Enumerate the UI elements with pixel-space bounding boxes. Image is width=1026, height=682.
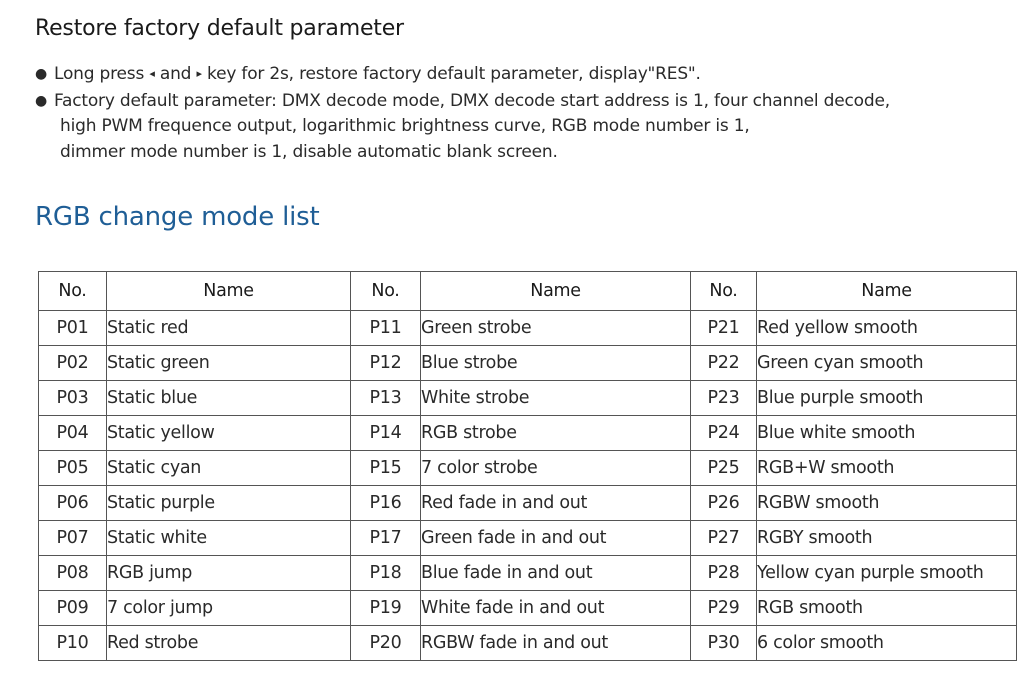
mode-number-cell: P22 [691,346,757,381]
bullet-text: Factory default parameter: DMX decode mode, DMX decode start address is 1, four channel decode, [54,90,890,111]
bullet-continuation: high PWM frequence output, logarithmic brightness curve, RGB mode number is 1, [60,116,750,136]
mode-name-cell: Red strobe [107,626,351,661]
mode-number-cell: P16 [351,486,421,521]
mode-number-cell: P02 [39,346,107,381]
bullet-dot-icon: ● [35,92,48,109]
mode-name-cell: Green cyan smooth [757,346,1017,381]
mode-number-cell: P09 [39,591,107,626]
mode-number-cell: P18 [351,556,421,591]
mode-name-cell: Red fade in and out [421,486,691,521]
mode-name-cell: Static blue [107,381,351,416]
mode-name-cell: Static cyan [107,451,351,486]
table-row [39,521,1017,556]
mode-name-cell: RGB strobe [421,416,691,451]
table-row [39,591,1017,626]
mode-name-cell: White fade in and out [421,591,691,626]
mode-name-cell: Red yellow smooth [757,311,1017,346]
table-row [39,381,1017,416]
mode-name-cell: RGBW smooth [757,486,1017,521]
mode-number-cell: P11 [351,311,421,346]
table-row [39,416,1017,451]
bullet-part: and [159,64,192,84]
mode-name-cell: Static yellow [107,416,351,451]
mode-name-cell: Static purple [107,486,351,521]
column-header-name: Name [757,272,1017,311]
mode-number-cell: P10 [39,626,107,661]
mode-name-cell: RGBW fade in and out [421,626,691,661]
mode-number-cell: P17 [351,521,421,556]
bullet-list [35,62,1015,165]
mode-number-cell: P04 [39,416,107,451]
mode-name-cell: 6 color smooth [757,626,1017,661]
table-row [39,626,1017,661]
mode-name-cell: RGB+W smooth [757,451,1017,486]
rgb-mode-table [38,271,1017,661]
mode-number-cell: P12 [351,346,421,381]
mode-number-cell: P21 [691,311,757,346]
mode-name-cell: White strobe [421,381,691,416]
mode-name-cell: Blue fade in and out [421,556,691,591]
bullet-part: Long press [54,64,145,84]
mode-name-cell: Blue strobe [421,346,691,381]
mode-number-cell: P30 [691,626,757,661]
mode-number-cell: P01 [39,311,107,346]
bullet-long-press [35,62,1015,89]
mode-number-cell: P25 [691,451,757,486]
mode-name-cell: RGBY smooth [757,521,1017,556]
mode-name-cell: RGB smooth [757,591,1017,626]
mode-name-cell: Static red [107,311,351,346]
mode-number-cell: P13 [351,381,421,416]
mode-name-cell: Blue purple smooth [757,381,1017,416]
table-row [39,486,1017,521]
bullet-dot-icon: ● [35,66,48,82]
mode-number-cell: P27 [691,521,757,556]
mode-name-cell: 7 color jump [107,591,351,626]
mode-number-cell: P05 [39,451,107,486]
mode-number-cell: P26 [691,486,757,521]
mode-number-cell: P29 [691,591,757,626]
mode-name-cell: RGB jump [107,556,351,591]
column-header-name: Name [107,272,351,311]
bullet-factory-default [35,89,1015,115]
mode-name-cell: Green strobe [421,311,691,346]
mode-number-cell: P08 [39,556,107,591]
mode-name-cell: Blue white smooth [757,416,1017,451]
mode-number-cell: P03 [39,381,107,416]
left-arrow-icon: ◂ [149,67,155,80]
mode-number-cell: P07 [39,521,107,556]
column-header-no: No. [39,272,107,311]
column-header-no: No. [351,272,421,311]
mode-name-cell: 7 color strobe [421,451,691,486]
mode-number-cell: P06 [39,486,107,521]
mode-number-cell: P28 [691,556,757,591]
section-title-rgb-modes: RGB change mode list [35,202,320,232]
right-arrow-icon: ▸ [196,67,202,80]
table-row [39,556,1017,591]
table-row [39,311,1017,346]
bullet-text [54,62,1015,89]
column-header-name: Name [421,272,691,311]
mode-number-cell: P19 [351,591,421,626]
table-body [39,311,1017,661]
bullet-continuation: dimmer mode number is 1, disable automatic blank screen. [60,141,558,162]
table-row [39,451,1017,486]
mode-name-cell: Static white [107,521,351,556]
mode-name-cell: Green fade in and out [421,521,691,556]
mode-name-cell: Yellow cyan purple smooth [757,556,1017,591]
bullet-part: key for 2s, restore factory default parameter, display"RES". [207,64,701,84]
column-header-no: No. [691,272,757,311]
mode-number-cell: P20 [351,626,421,661]
table-row [39,346,1017,381]
section-title-restore: Restore factory default parameter [35,16,404,41]
mode-number-cell: P15 [351,451,421,486]
mode-number-cell: P24 [691,416,757,451]
mode-name-cell: Static green [107,346,351,381]
mode-number-cell: P23 [691,381,757,416]
table-header-row [39,272,1017,311]
mode-number-cell: P14 [351,416,421,451]
